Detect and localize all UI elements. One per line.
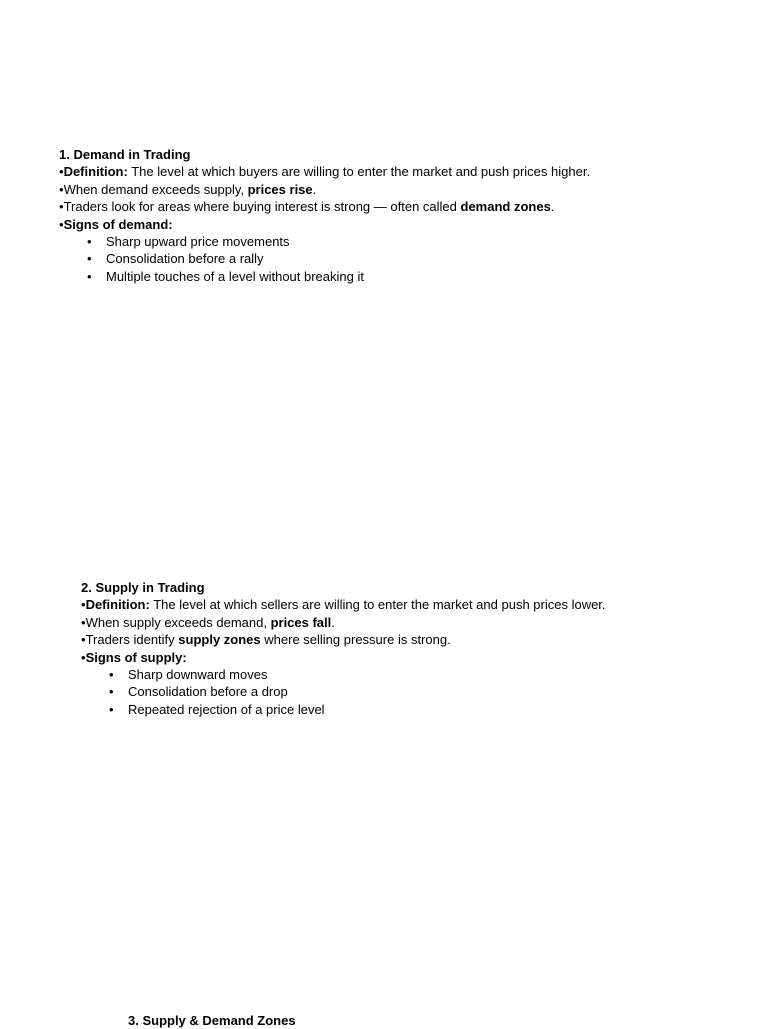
bullet: •	[81, 597, 86, 613]
bullet: •	[59, 199, 64, 215]
list-item: • Consolidation before a rally	[87, 250, 590, 267]
areas-text: Traders look for areas where buying interest is strong — often called	[63, 199, 461, 215]
prices-fall-term: prices fall	[270, 614, 332, 630]
demand-heading: 1. Demand in Trading	[59, 147, 191, 162]
exceeds-end: .	[312, 181, 317, 197]
supply-section	[81, 579, 606, 718]
list-item: • Sharp upward price movements	[87, 233, 590, 250]
supply-exceeds-line	[81, 614, 606, 631]
supply-definition	[81, 596, 606, 613]
supply-zones-line	[81, 631, 606, 648]
zones-section	[128, 1012, 296, 1029]
demand-section	[59, 146, 590, 285]
bullet: •	[81, 632, 86, 648]
zones-heading: 3. Supply & Demand Zones	[128, 1013, 296, 1028]
definition-label: Definition:	[85, 597, 150, 613]
identify-text: Traders identify	[85, 632, 179, 648]
demand-exceeds-line	[59, 181, 590, 198]
supply-signs-line	[81, 649, 606, 666]
demand-zones-term: demand zones	[460, 199, 551, 215]
signs-of-supply-label: Signs of supply:	[85, 649, 187, 665]
bullet: •	[59, 216, 64, 232]
list-item: • Repeated rejection of a price level	[109, 701, 606, 718]
list-item: • Multiple touches of a level without breaking it	[87, 268, 590, 285]
supply-heading: 2. Supply in Trading	[81, 580, 205, 595]
demand-signs-line	[59, 216, 590, 233]
bullet: •	[81, 649, 86, 665]
exceeds-text: When supply exceeds demand,	[85, 614, 271, 630]
areas-end: .	[550, 199, 555, 215]
signs-of-demand-label: Signs of demand:	[63, 216, 173, 232]
bullet: •	[59, 164, 64, 180]
list-item: • Sharp downward moves	[109, 666, 606, 683]
definition-text: The level at which sellers are willing to enter the market and push prices lower.	[149, 597, 606, 613]
definition-label: Definition:	[63, 164, 128, 180]
exceeds-text: When demand exceeds supply,	[63, 181, 248, 197]
identify-end: where selling pressure is strong.	[260, 632, 451, 648]
exceeds-end: .	[331, 614, 335, 630]
supply-zones-term: supply zones	[178, 632, 261, 648]
bullet: •	[59, 181, 64, 197]
demand-definition	[59, 163, 590, 180]
definition-text: The level at which buyers are willing to enter the market and push prices higher.	[127, 164, 591, 180]
demand-signs-list	[59, 233, 590, 285]
demand-zones-line	[59, 198, 590, 215]
list-item: • Consolidation before a drop	[109, 683, 606, 700]
supply-signs-list	[81, 666, 606, 718]
bullet: •	[81, 614, 86, 630]
prices-rise-term: prices rise	[247, 181, 313, 197]
